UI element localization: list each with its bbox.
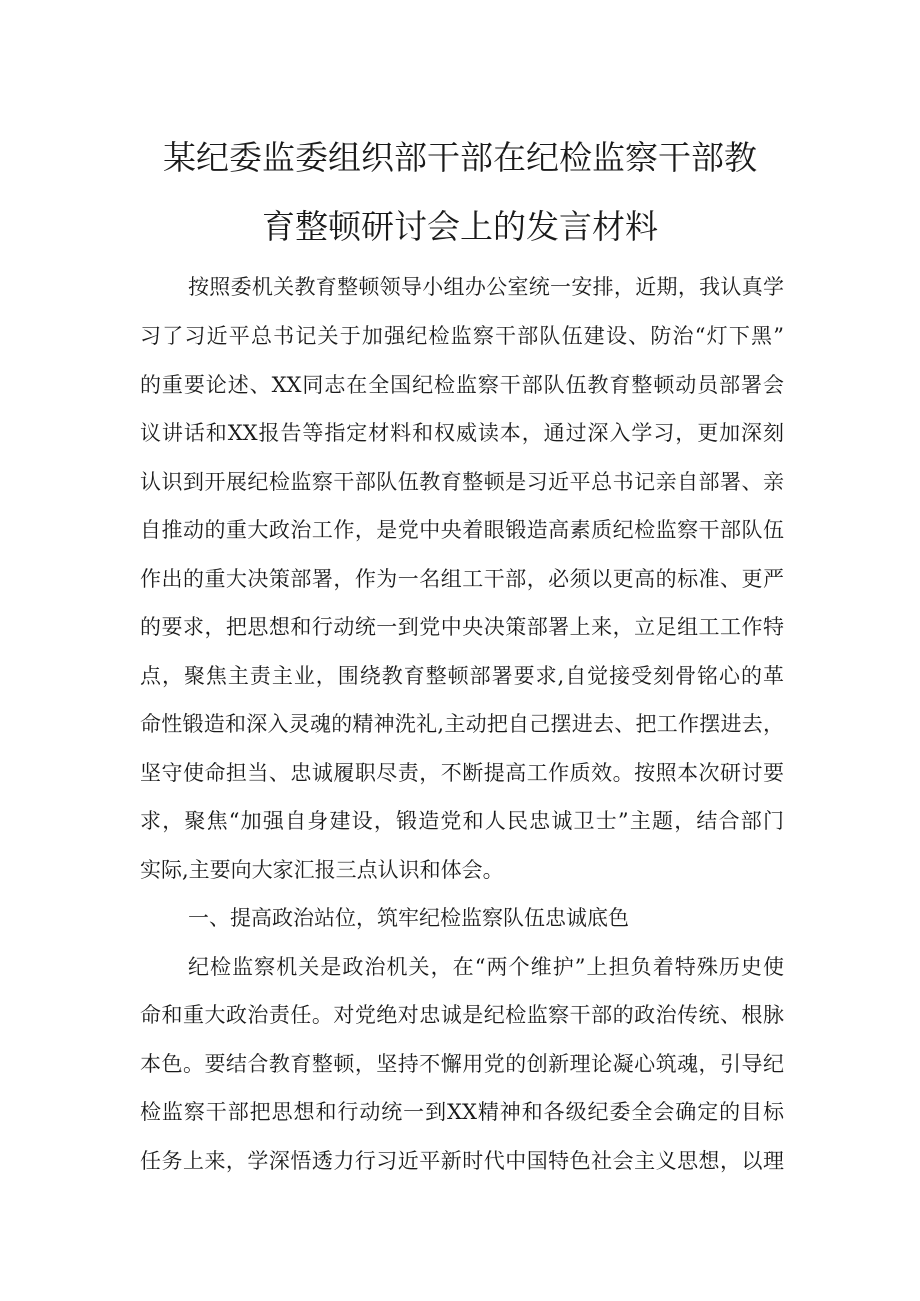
paragraph-line: 按照委机关教育整顿领导小组办公室统一安排，近期，我认真学 xyxy=(188,275,784,299)
paragraph-line: 任务上来，学深悟透力行习近平新时代中国特色社会主义思想，以理 xyxy=(140,1149,784,1173)
paragraph-line: 点，聚焦主责主业，围绕教育整顿部署要求,自觉接受刻骨铭心的革 xyxy=(140,664,784,688)
paragraph-line: 检监察干部把思想和行动统一到XX精神和各级纪委全会确定的目标 xyxy=(140,1100,784,1124)
paragraph-line: 实际,主要向大家汇报三点认识和体会。 xyxy=(140,858,504,882)
paragraph-line: 求，聚焦“加强自身建设，锻造党和人民忠诚卫士”主题，结合部门 xyxy=(140,809,784,833)
document-title-line-1: 某纪委监委组织部干部在纪检监察干部教 xyxy=(163,138,757,177)
document-title-line-2: 育整顿研讨会上的发言材料 xyxy=(262,207,658,246)
paragraph-line: 作出的重大决策部署，作为一名组工干部，必须以更高的标准、更严 xyxy=(140,567,784,591)
paragraph-line: 命和重大政治责任。对党绝对忠诚是纪检监察干部的政治传统、根脉 xyxy=(140,1003,784,1027)
paragraph-line: 坚守使命担当、忠诚履职尽责，不断提高工作质效。按照本次研讨要 xyxy=(140,761,784,785)
paragraph-line: 习了习近平总书记关于加强纪检监察干部队伍建设、防治“灯下黑” xyxy=(140,324,784,348)
paragraph-line: 命性锻造和深入灵魂的精神洗礼,主动把自己摆进去、把工作摆进去， xyxy=(140,712,784,736)
paragraph-line: 纪检监察机关是政治机关，在“两个维护”上担负着特殊历史使 xyxy=(188,955,784,979)
paragraph-line: 本色。要结合教育整顿，坚持不懈用党的创新理论凝心筑魂，引导纪 xyxy=(140,1052,784,1076)
paragraph-line: 自推动的重大政治工作，是党中央着眼锻造高素质纪检监察干部队伍 xyxy=(140,518,784,542)
section-heading: 一、提高政治站位，筑牢纪检监察队伍忠诚底色 xyxy=(188,906,629,930)
paragraph-line: 认识到开展纪检监察干部队伍教育整顿是习近平总书记亲自部署、亲 xyxy=(140,470,784,494)
paragraph-line: 的要求，把思想和行动统一到党中央决策部署上来，立足组工工作特 xyxy=(140,615,784,639)
paragraph-line: 议讲话和XX报告等指定材料和权威读本，通过深入学习，更加深刻 xyxy=(140,421,784,445)
paragraph-line: 的重要论述、XX同志在全国纪检监察干部队伍教育整顿动员部署会 xyxy=(140,373,784,397)
